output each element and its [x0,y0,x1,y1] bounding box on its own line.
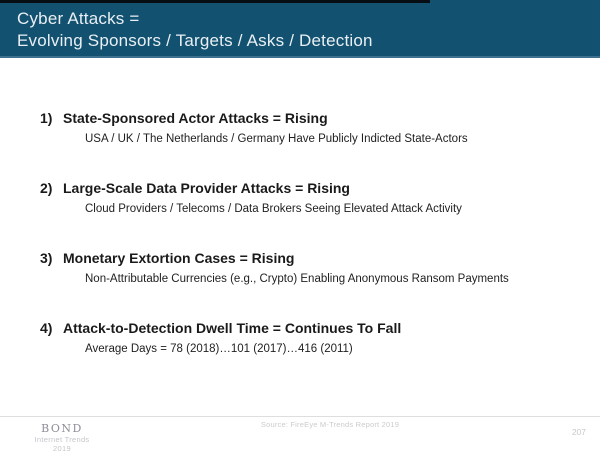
point-heading-text: Large-Scale Data Provider Attacks = Rising [63,180,350,196]
point-subtext: USA / UK / The Netherlands / Germany Have Publicly Indicted State-Actors [85,133,468,145]
slide-title-band [0,0,600,58]
source-citation: Source: FireEye M-Trends Report 2019 [260,420,400,429]
footer [0,416,600,453]
point-number: 3) [40,250,53,266]
point-heading [40,110,584,127]
point-heading-text: Attack-to-Detection Dwell Time = Continues To Fall [63,320,402,336]
list-item [40,110,584,146]
list-item [40,250,584,286]
point-heading [40,180,584,197]
point-subtext: Non-Attributable Currencies (e.g., Crypto) Enabling Anonymous Ransom Payments [85,273,509,285]
point-heading [40,320,584,337]
page-number: 207 [571,427,586,437]
list-item [40,180,584,216]
slide-title-line2: Evolving Sponsors / Targets / Asks / Detection [17,31,373,50]
point-number: 4) [40,320,53,336]
slide-title-line1: Cyber Attacks = [17,9,140,28]
list-item [40,320,584,356]
point-heading [40,250,584,267]
points-list [40,110,584,390]
top-black-strip [0,0,430,3]
point-heading-text: Monetary Extortion Cases = Rising [63,250,295,266]
point-subtext: Cloud Providers / Telecoms / Data Brokers Seeing Elevated Attack Activity [85,203,462,215]
point-subtext: Average Days = 78 (2018)…101 (2017)…416 (2011) [85,343,353,355]
bond-logo-subtitle: Internet Trends [34,435,90,444]
point-number: 2) [40,180,53,196]
bond-logo-year: 2019 [53,444,71,453]
point-number: 1) [40,110,53,126]
bond-logo-name: BOND [41,422,83,435]
point-heading-text: State-Sponsored Actor Attacks = Rising [63,110,328,126]
